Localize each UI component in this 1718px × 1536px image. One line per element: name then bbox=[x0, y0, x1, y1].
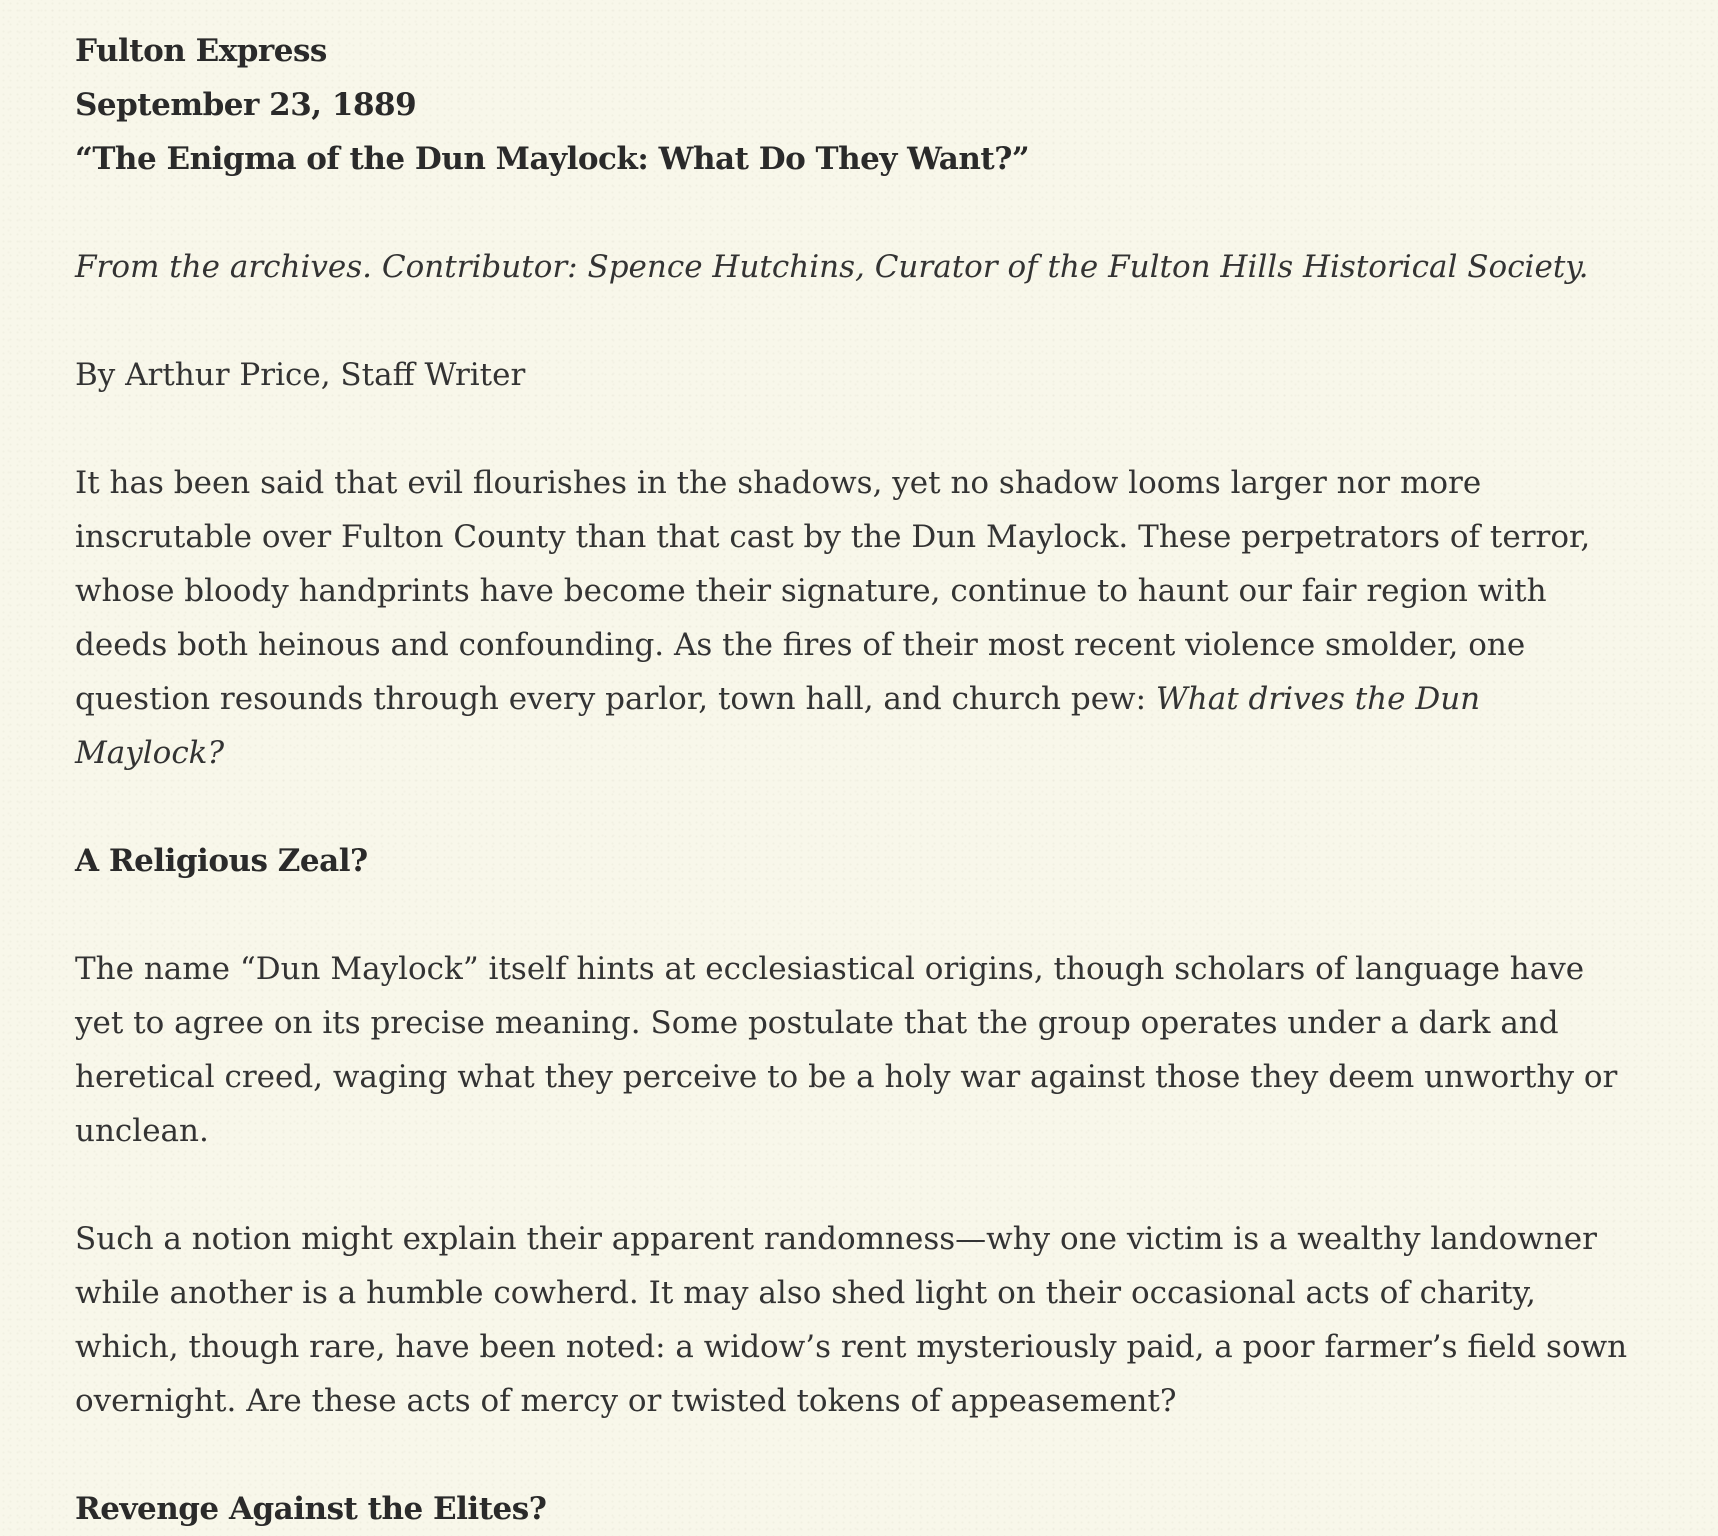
publication-name: Fulton Express bbox=[75, 33, 327, 69]
religious-zeal-paragraph-1: The name “Dun Maylock” itself hints at ecclesiastical origins, though scholars of language have yet to agree on its precise meaning. Some postulate that the group operates under a dark and heretical creed, waging what they perceive to be a holy war against those they deem unworthy or unclean. bbox=[75, 951, 1618, 1149]
section-heading-revenge-elites: Revenge Against the Elites? bbox=[75, 1491, 547, 1527]
religious-zeal-paragraph-2: Such a notion might explain their apparent randomness—why one victim is a wealthy landowner while another is a humble cowherd. It may also shed light on their occasional acts of charity, which, though rare, have been noted: a widow’s rent mysteriously paid, a poor farmer’s field sown overnight. Are these acts of mercy or twisted tokens of appeasement? bbox=[75, 1221, 1628, 1419]
intro-text: It has been said that evil flourishes in the shadows, yet no shadow looms larger nor more inscrutable over Fulton County than that cast by the Dun Maylock. These perpetrators of terror, whose bloody handprints have become their signature, continue to haunt our fair region with deeds both heinous and confounding. As the fires of their most recent violence smolder, one question resounds through every parlor, town hall, and church pew: bbox=[75, 465, 1591, 717]
publication-date: September 23, 1889 bbox=[75, 87, 417, 123]
byline: By Arthur Price, Staff Writer bbox=[75, 357, 526, 393]
article bbox=[75, 24, 1635, 1536]
section-heading-religious-zeal: A Religious Zeal? bbox=[75, 843, 368, 879]
contributor-note: From the archives. Contributor: Spence Hutchins, Curator of the Fulton Hills Historical Society. bbox=[75, 249, 1589, 285]
article-headline: “The Enigma of the Dun Maylock: What Do They Want?” bbox=[75, 141, 1030, 177]
intro-paragraph bbox=[75, 456, 1635, 780]
intro-question: What drives the Dun Maylock? bbox=[75, 681, 1481, 771]
